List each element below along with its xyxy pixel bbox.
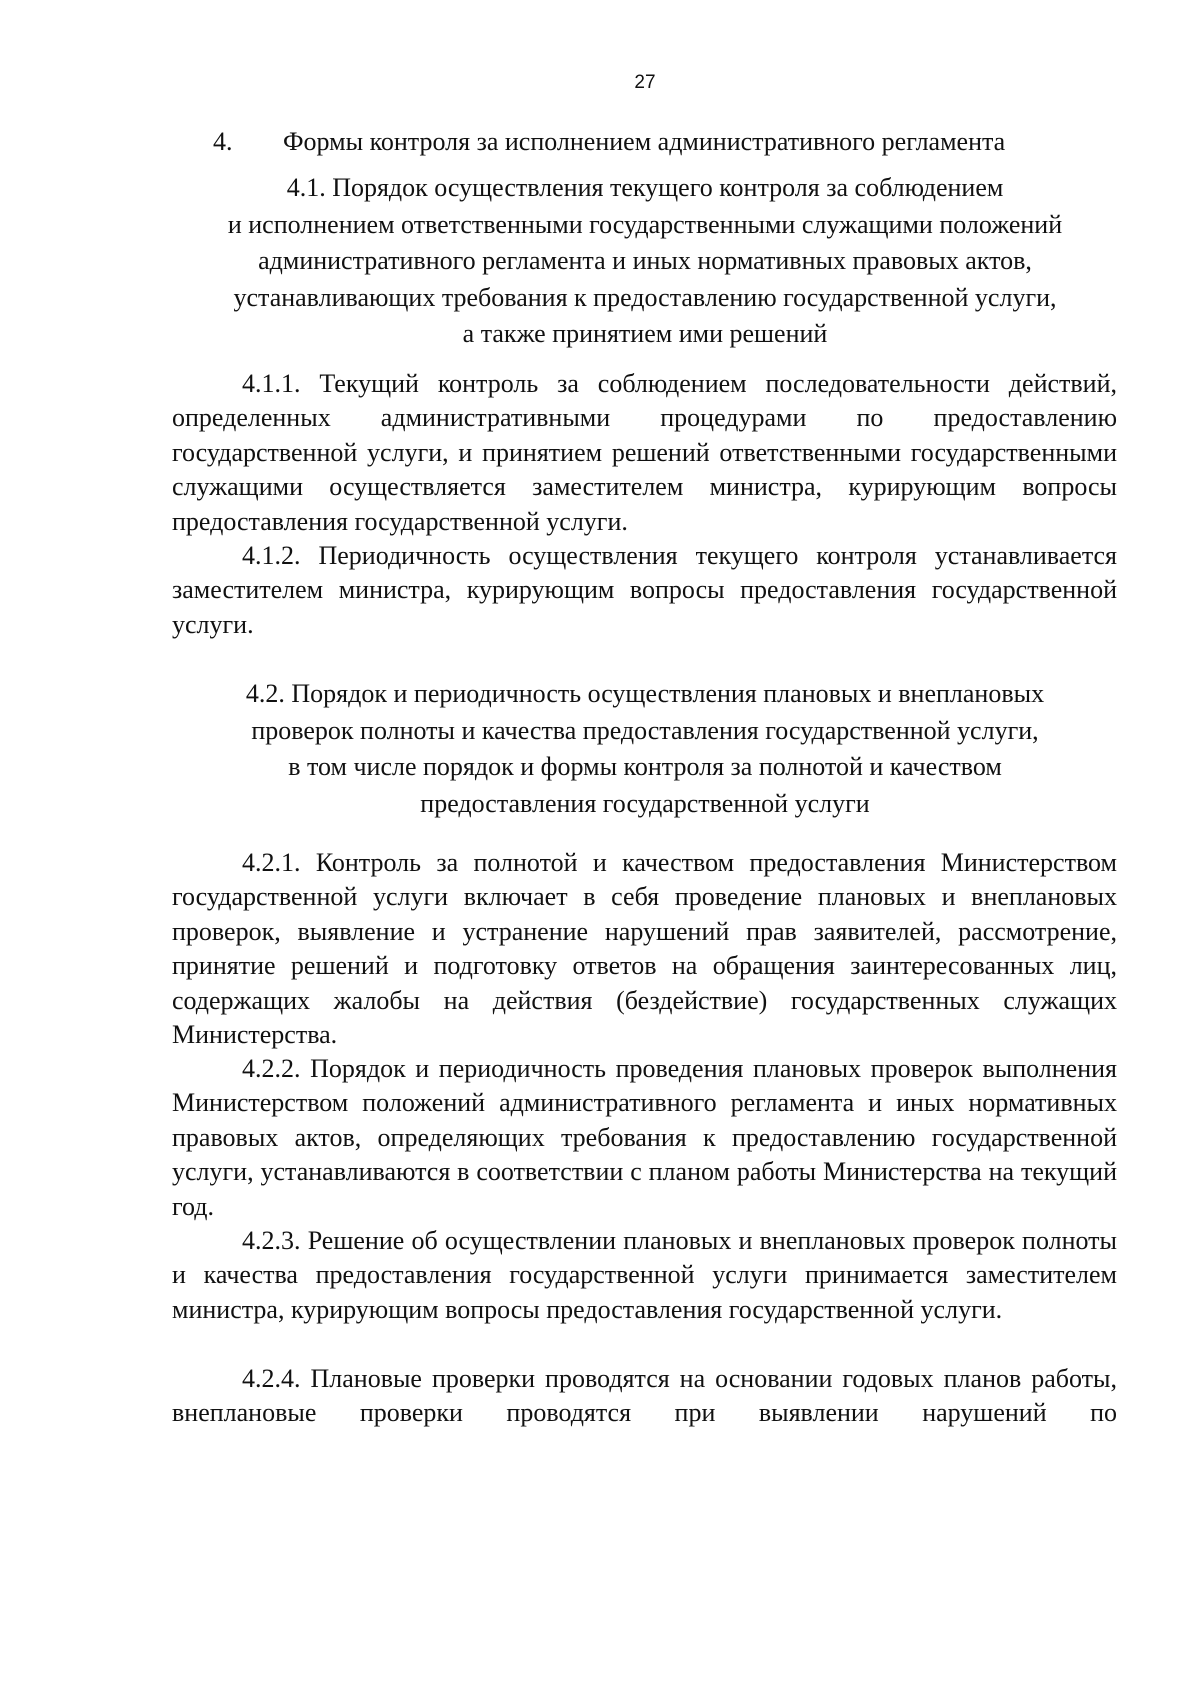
paragraph-4-2-2: 4.2.2. Порядок и периодичность проведения плановых проверок выполнения Министерством положений административного регламента и иных нормативных правовых актов, определяющих требования к предоставлению государственной услуги, устанавливаются в соответствии с планом работы Министерства на текущий год. — [172, 1054, 1117, 1221]
heading-line: 4.2. Порядок и периодичность осуществления плановых и внеплановых — [245, 679, 1045, 708]
page-number: 27 — [634, 72, 656, 93]
heading-line: а также принятием ими решений — [462, 319, 828, 348]
heading-line: административного регламента и иных нормативных правовых актов, — [258, 246, 1032, 275]
heading-line: в том числе порядок и формы контроля за полнотой и качеством — [288, 752, 1002, 781]
paragraph-4-2-4: 4.2.4. Плановые проверки проводятся на основании годовых планов работы, внеплановые проверки проводятся при выявлении нарушений по — [172, 1364, 1117, 1428]
section-number: 4. — [213, 127, 233, 156]
paragraph-4-1-2: 4.1.2. Периодичность осуществления текущего контроля устанавливается заместителем министра, курирующим вопросы предоставления государственной услуги. — [172, 541, 1117, 639]
paragraph-4-1-1: 4.1.1. Текущий контроль за соблюдением последовательности действий, определенных административными процедурами по предоставлению государственной услуги, и принятием решений ответственными государственными служащими осуществляется заместителем министра, курирующим вопросы предоставления государственной услуги. — [172, 369, 1117, 536]
section-title: Формы контроля за исполнением административного регламента — [283, 127, 1006, 156]
heading-line: устанавливающих требования к предоставлению государственной услуги, — [233, 282, 1057, 312]
heading-line: предоставления государственной услуги — [420, 788, 870, 818]
subsection-heading-4-1 — [160, 170, 1130, 353]
section-heading — [213, 126, 1093, 158]
heading-line: и исполнением ответственными государственными служащими положений — [227, 209, 1063, 239]
paragraph-4-2-1: 4.2.1. Контроль за полнотой и качеством предоставления Министерством государственной услуги включает в себя проведение плановых и внеплановых проверок, выявление и устранение нарушений прав заявителей, рассмотрение, принятие решений и подготовку ответов на обращения заинтересованных лиц, содержащих жалобы на действия (бездействие) государственных служащих Министерства. — [172, 848, 1117, 1050]
heading-line: проверок полноты и качества предоставления государственной услуги, — [251, 715, 1039, 745]
subsection-heading-4-2 — [160, 676, 1130, 822]
heading-line: 4.1. Порядок осуществления текущего контроля за соблюдением — [286, 173, 1004, 202]
paragraph-4-2-3: 4.2.3. Решение об осуществлении плановых и внеплановых проверок полноты и качества предоставления государственной услуги принимается заместителем министра, курирующим вопросы предоставления государственной услуги. — [172, 1226, 1117, 1324]
